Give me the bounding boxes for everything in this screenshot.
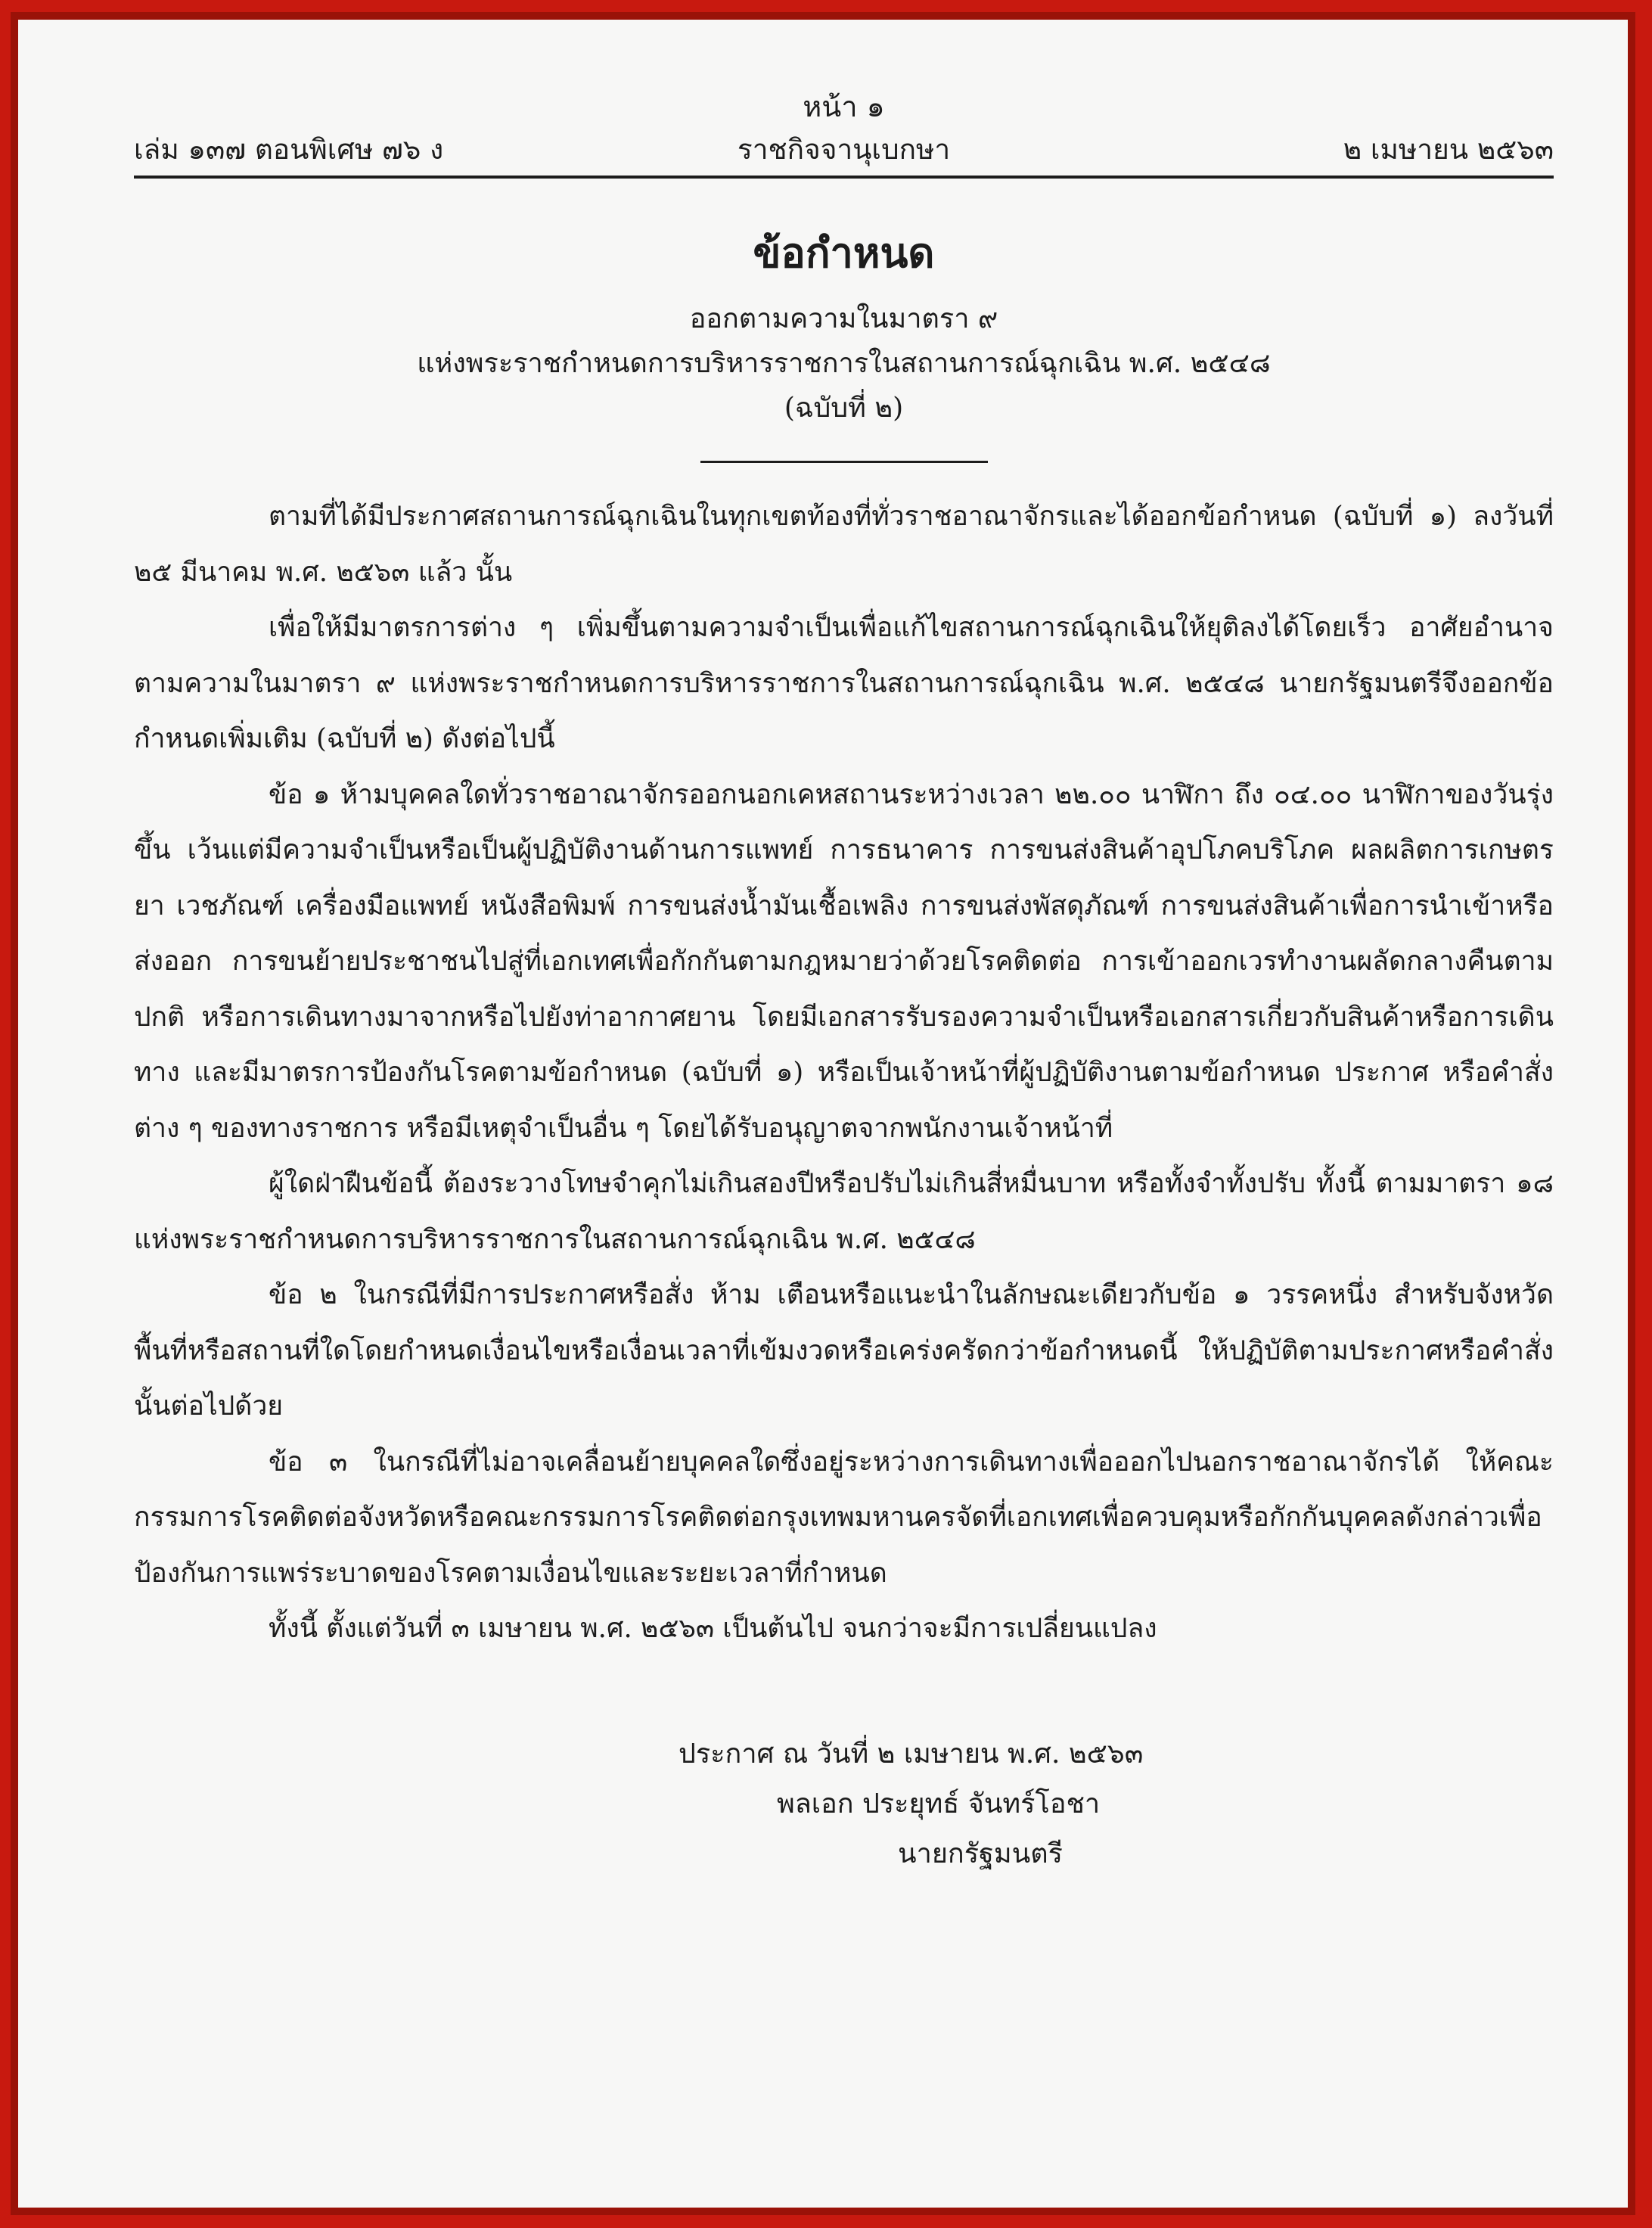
paragraph-clause-2: ข้อ ๒ ในกรณีที่มีการประกาศหรือสั่ง ห้าม เตือนหรือแนะนำในลักษณะเดียวกับข้อ ๑ วรรคหนึ่ง สำหรับจังหวัด พื้นที่หรือสถานที่ใดโดยกำหนดเงื่อนไขหรือเงื่อนเวลาที่เข้มงวดหรือเคร่งครัดกว่าข้อกำหนดนี้ ให้ปฏิบัติตามประกาศหรือคำสั่งนั้นต่อไปด้วย bbox=[134, 1279, 1554, 1422]
signature-block bbox=[134, 1729, 1554, 1879]
subtitle-act: แห่งพระราชกำหนดการบริหารราชการในสถานการณ์ฉุกเฉิน พ.ศ. ๒๕๔๘ bbox=[417, 348, 1271, 379]
signatory-name: พลเอก ประยุทธ์ จันทร์โอชา bbox=[777, 1788, 1101, 1819]
gazette-header bbox=[134, 126, 1554, 174]
subtitle-edition: (ฉบับที่ ๒) bbox=[784, 393, 904, 424]
gazette-page bbox=[134, 88, 1554, 1879]
volume-info: เล่ม ๑๓๗ ตอนพิเศษ ๗๖ ง bbox=[134, 133, 444, 166]
paragraph-clause-1: ข้อ ๑ ห้ามบุคคลใดทั่วราชอาณาจักรออกนอกเคหสถานระหว่างเวลา ๒๒.๐๐ นาฬิกา ถึง ๐๔.๐๐ นาฬิกาของวันรุ่งขึ้น เว้นแต่มีความจำเป็นหรือเป็นผู้ปฏิบัติงานด้านการแพทย์ การธนาคาร การขนส่งสินค้าอุปโภคบริโภค ผลผลิตการเกษตร ยา เวชภัณฑ์ เครื่องมือแพทย์ หนังสือพิมพ์ การขนส่งน้ำมันเชื้อเพลิง การขนส่งพัสดุภัณฑ์ การขนส่งสินค้าเพื่อการนำเข้าหรือส่งออก การขนย้ายประชาชนไปสู่ที่เอกเทศเพื่อกักกันตามกฎหมายว่าด้วยโรคติดต่อ การเข้าออกเวรทำงานผลัดกลางคืนตามปกติ หรือการเดินทางมาจากหรือไปยังท่าอากาศยาน โดยมีเอกสารรับรองความจำเป็นหรือเอกสารเกี่ยวกับสินค้าหรือการเดินทาง และมีมาตรการป้องกันโรคตามข้อกำหนด (ฉบับที่ ๑) หรือเป็นเจ้าหน้าที่ผู้ปฏิบัติงานตามข้อกำหนด ประกาศ หรือคำสั่งต่าง ๆ ของทางราชการ หรือมีเหตุจำเป็นอื่น ๆ โดยได้รับอนุญาตจากพนักงานเจ้าหน้าที่ bbox=[134, 778, 1554, 1144]
paragraph-authority: เพื่อให้มีมาตรการต่าง ๆ เพิ่มขึ้นตามความจำเป็นเพื่อแก้ไขสถานการณ์ฉุกเฉินให้ยุติลงได้โดยเร็ว อาศัยอำนาจตามความในมาตรา ๙ แห่งพระราชกำหนดการบริหารราชการในสถานการณ์ฉุกเฉิน พ.ศ. ๒๕๔๘ นายกรัฐมนตรีจึงออกข้อกำหนดเพิ่มเติม (ฉบับที่ ๒) ดังต่อไปนี้ bbox=[134, 612, 1554, 754]
announcement-date: ประกาศ ณ วันที่ ๒ เมษายน พ.ศ. ๒๕๖๓ bbox=[678, 1738, 1144, 1770]
page-number: หน้า ๑ bbox=[803, 90, 885, 123]
signatory-position: นายกรัฐมนตรี bbox=[898, 1838, 1063, 1869]
title-divider bbox=[700, 461, 988, 463]
paragraph-preamble: ตามที่ได้มีประกาศสถานการณ์ฉุกเฉินในทุกเขตท้องที่ทั่วราชอาณาจักรและได้ออกข้อกำหนด (ฉบับที่ ๑) ลงวันที่ ๒๕ มีนาคม พ.ศ. ๒๕๖๓ แล้ว นั้น bbox=[134, 501, 1554, 588]
document-frame bbox=[11, 12, 1635, 2215]
paragraph-effective: ทั้งนี้ ตั้งแต่วันที่ ๓ เมษายน พ.ศ. ๒๕๖๓ เป็นต้นไป จนกว่าจะมีการเปลี่ยนแปลง bbox=[269, 1613, 1157, 1644]
paragraph-penalty: ผู้ใดฝ่าฝืนข้อนี้ ต้องระวางโทษจำคุกไม่เกินสองปีหรือปรับไม่เกินสี่หมื่นบาท หรือทั้งจำทั้งปรับ ทั้งนี้ ตามมาตรา ๑๘ แห่งพระราชกำหนดการบริหารราชการในสถานการณ์ฉุกเฉิน พ.ศ. ๒๕๔๘ bbox=[134, 1168, 1554, 1255]
publication-name: ราชกิจจานุเบกษา bbox=[737, 133, 951, 166]
subtitle-section: ออกตามความในมาตรา ๙ bbox=[689, 303, 998, 334]
document-body bbox=[134, 489, 1554, 1657]
publication-date: ๒ เมษายน ๒๕๖๓ bbox=[1343, 133, 1554, 166]
header-divider bbox=[134, 176, 1554, 179]
document-title: ข้อกำหนด bbox=[753, 228, 935, 277]
paragraph-clause-3: ข้อ ๓ ในกรณีที่ไม่อาจเคลื่อนย้ายบุคคลใดซึ่งอยู่ระหว่างการเดินทางเพื่อออกไปนอกราชอาณาจักรได้ ให้คณะกรรมการโรคติดต่อจังหวัดหรือคณะกรรมการโรคติดต่อกรุงเทพมหานครจัดที่เอกเทศเพื่อควบคุมหรือกักกันบุคคลดังกล่าวเพื่อป้องกันการแพร่ระบาดของโรคตามเงื่อนไขและระยะเวลาที่กำหนด bbox=[134, 1446, 1554, 1589]
